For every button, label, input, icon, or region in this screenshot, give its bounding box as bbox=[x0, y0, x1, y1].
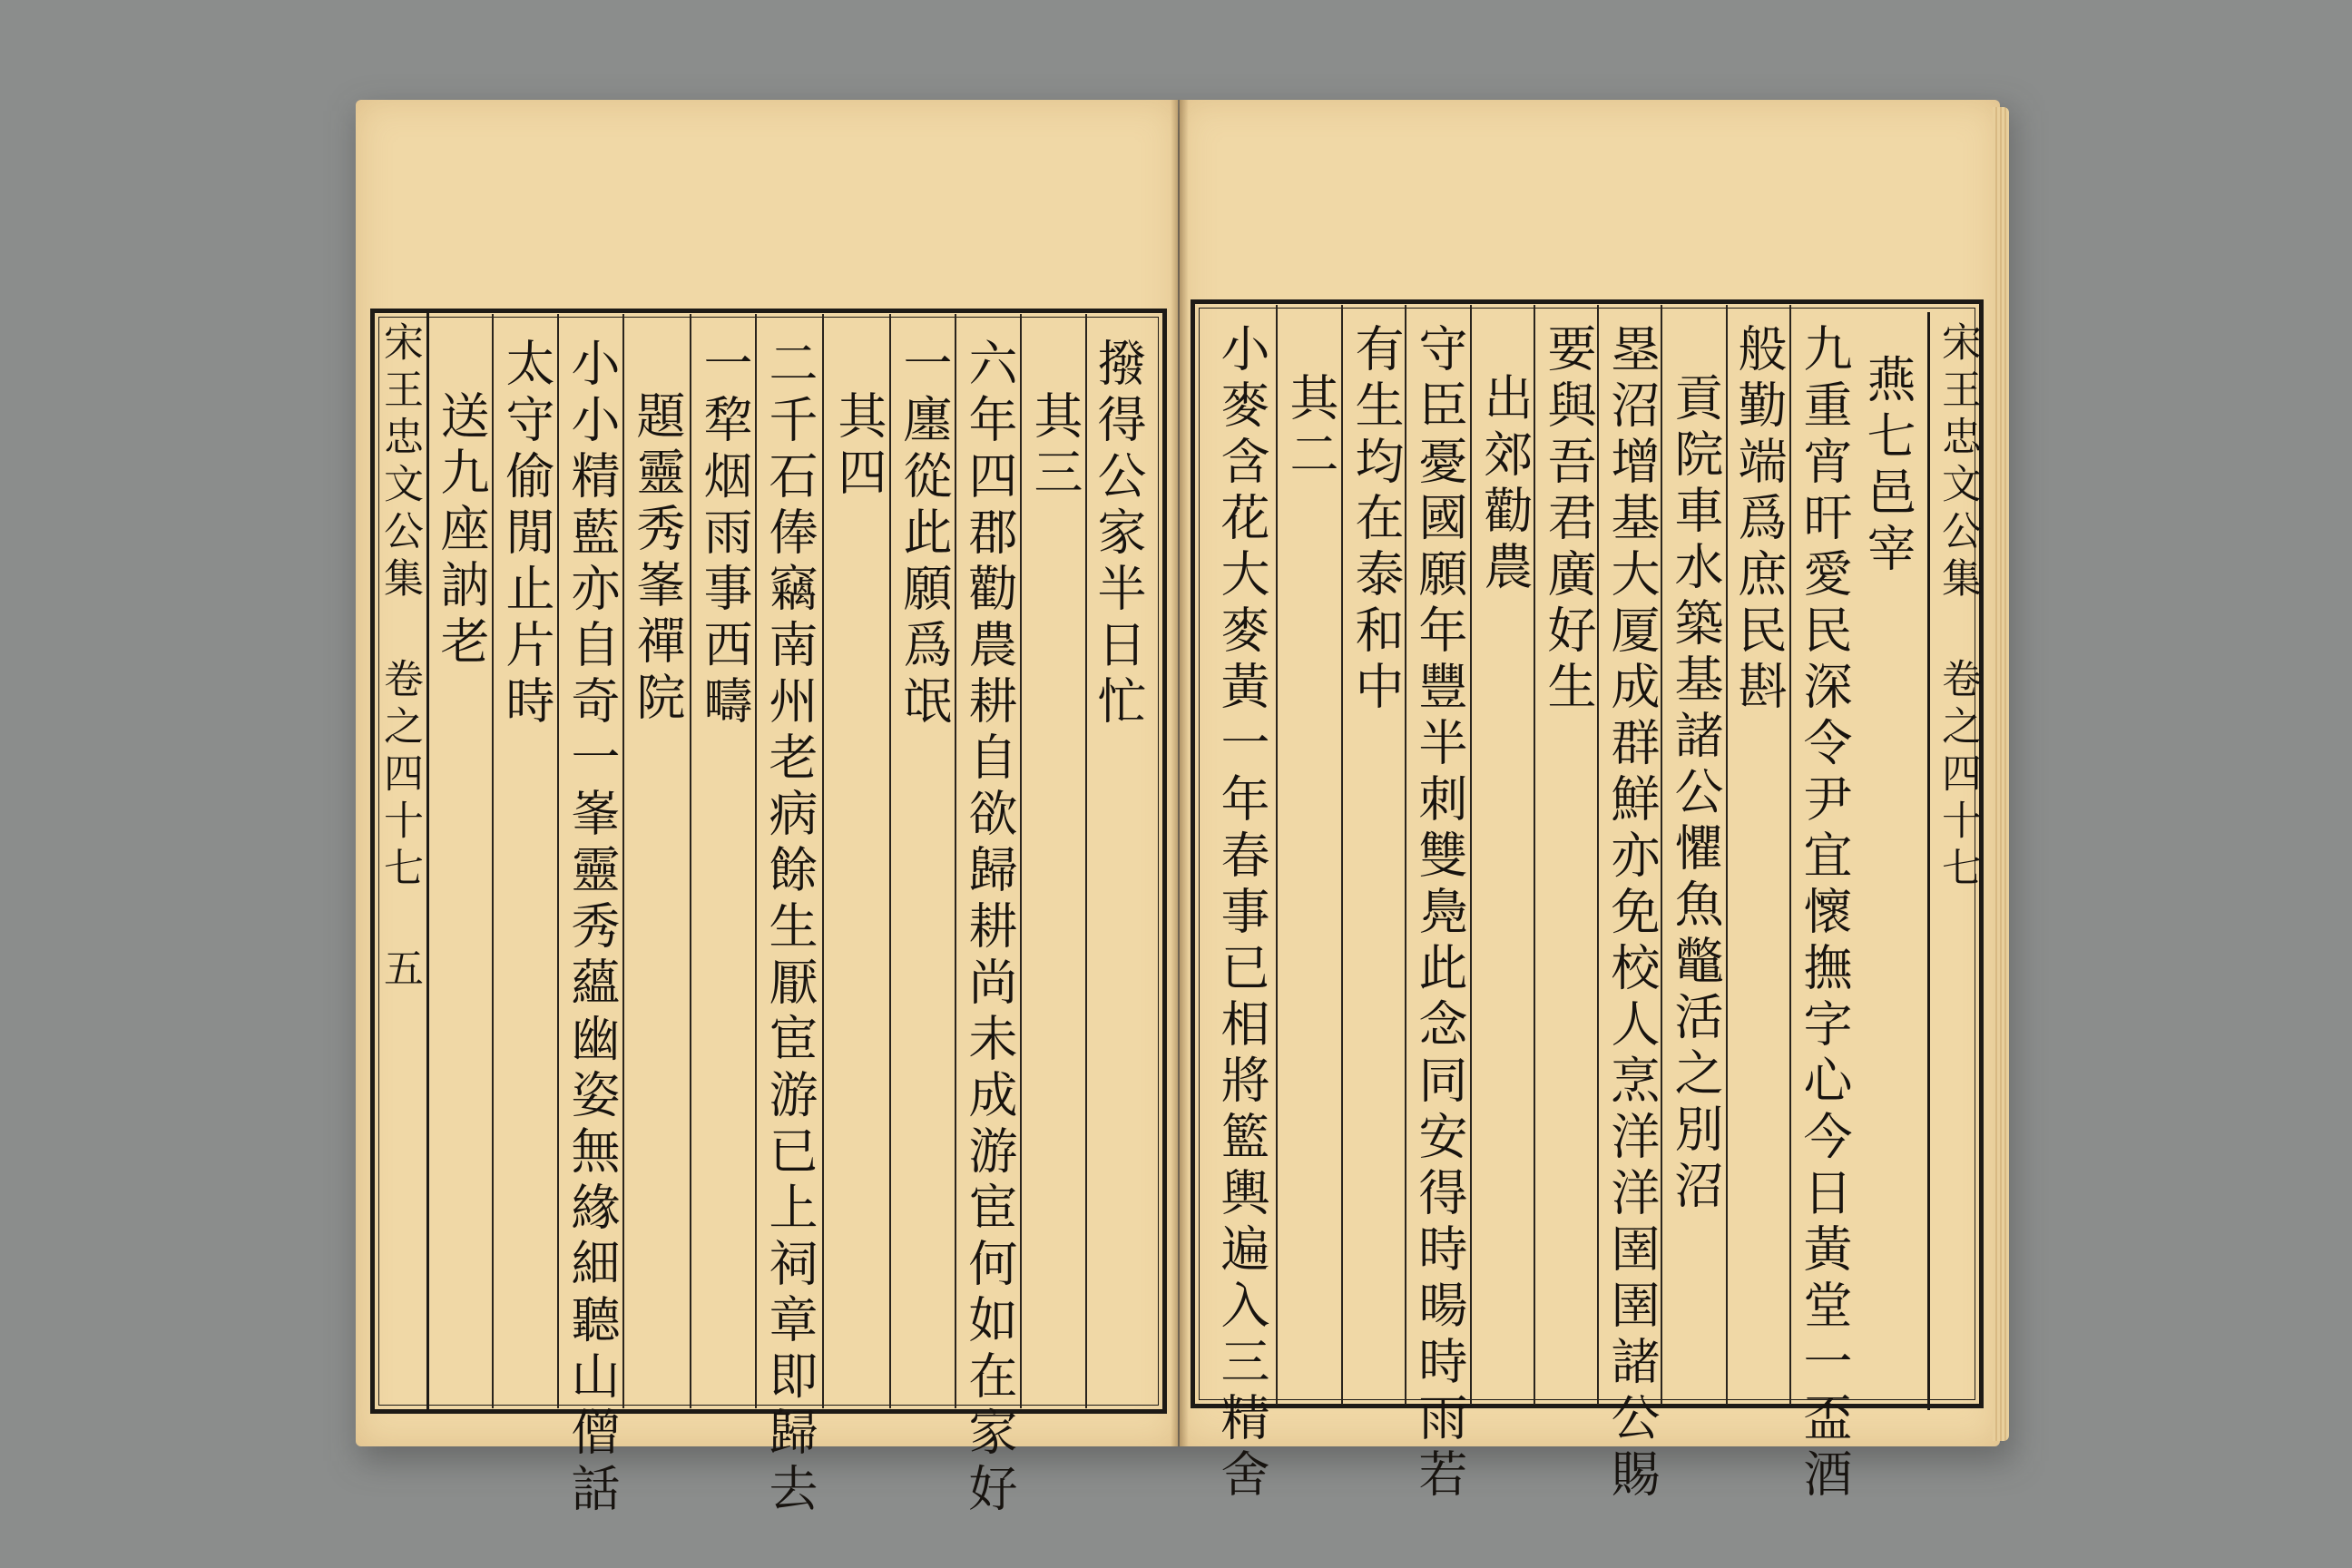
right-col-8: 守臣憂國願年豐半刺雙鳧此念同安得時暘時雨若 bbox=[1411, 323, 1468, 1504]
left-rule bbox=[492, 314, 494, 1408]
left-rule bbox=[955, 314, 956, 1408]
right-rule bbox=[1789, 305, 1791, 1405]
right-spine-text: 宋王忠文公集 卷之四十七 bbox=[1935, 321, 1981, 894]
right-rule bbox=[1597, 305, 1599, 1405]
left-col-2: 其三 bbox=[1026, 390, 1083, 503]
left-rule bbox=[622, 314, 624, 1408]
right-rule bbox=[1661, 305, 1662, 1405]
right-col-7: 出郊勸農 bbox=[1476, 372, 1534, 597]
right-col-6: 要與吾君廣好生 bbox=[1540, 323, 1597, 717]
left-rule bbox=[1085, 314, 1087, 1408]
right-col-10: 其二 bbox=[1282, 372, 1339, 485]
right-rule bbox=[1534, 305, 1535, 1405]
left-col-4: 一廛從此願爲氓 bbox=[896, 338, 953, 731]
book-gutter bbox=[1171, 100, 1189, 1446]
left-rule bbox=[557, 314, 559, 1408]
left-col-1: 撥得公家半日忙 bbox=[1090, 338, 1147, 731]
right-rule bbox=[1276, 305, 1278, 1405]
left-spine-text: 宋王忠文公集 卷之四十七 五 bbox=[377, 321, 423, 995]
left-rule bbox=[755, 314, 757, 1408]
left-rule bbox=[822, 314, 824, 1408]
right-spine-strip bbox=[1927, 312, 1983, 1410]
left-col-3: 六年四郡勸農耕自欲歸耕尚未成游宦何如在家好 bbox=[961, 338, 1018, 1519]
right-rule bbox=[1341, 305, 1343, 1405]
left-col-6: 二千石俸竊南州老病餘生厭宦游已上祠章即歸去 bbox=[761, 338, 818, 1519]
left-spine-strip bbox=[374, 312, 429, 1410]
right-col-4: 貢院車水築基諸公懼魚鼈活之別沼 bbox=[1667, 372, 1724, 1216]
right-col-3: 般勤端爲庶民斟 bbox=[1730, 323, 1788, 717]
right-col-9: 有生均在泰和中 bbox=[1348, 323, 1405, 717]
left-col-10: 太守偷閒止片時 bbox=[498, 338, 555, 731]
left-col-11: 送九座訥老 bbox=[433, 390, 490, 671]
right-rule bbox=[1405, 305, 1406, 1405]
right-col-1: 燕七邑宰 bbox=[1859, 354, 1916, 579]
right-col-11: 小麥含花大麥黃一年春事已相將籃輿遍入三精舍 bbox=[1213, 323, 1270, 1504]
right-col-5: 塁沼增基大厦成群鮮亦免校人烹洋洋圉圉諸公賜 bbox=[1603, 323, 1661, 1504]
right-rule bbox=[1726, 305, 1728, 1405]
left-col-7: 一犂烟雨事西疇 bbox=[696, 338, 753, 731]
right-rule bbox=[1470, 305, 1472, 1405]
page-edges bbox=[1993, 107, 2009, 1441]
right-col-2: 九重宵旰愛民深令尹宜懷撫字心今日黃堂一盃酒 bbox=[1796, 323, 1853, 1504]
left-rule bbox=[889, 314, 891, 1408]
left-rule bbox=[1020, 314, 1022, 1408]
left-rule bbox=[690, 314, 691, 1408]
left-col-9: 小小精藍亦自奇一峯靈秀蘊幽姿無緣細聽山僧話 bbox=[564, 338, 621, 1519]
left-col-5: 其四 bbox=[830, 390, 887, 503]
left-col-8: 題靈秀峯禪院 bbox=[629, 390, 686, 728]
